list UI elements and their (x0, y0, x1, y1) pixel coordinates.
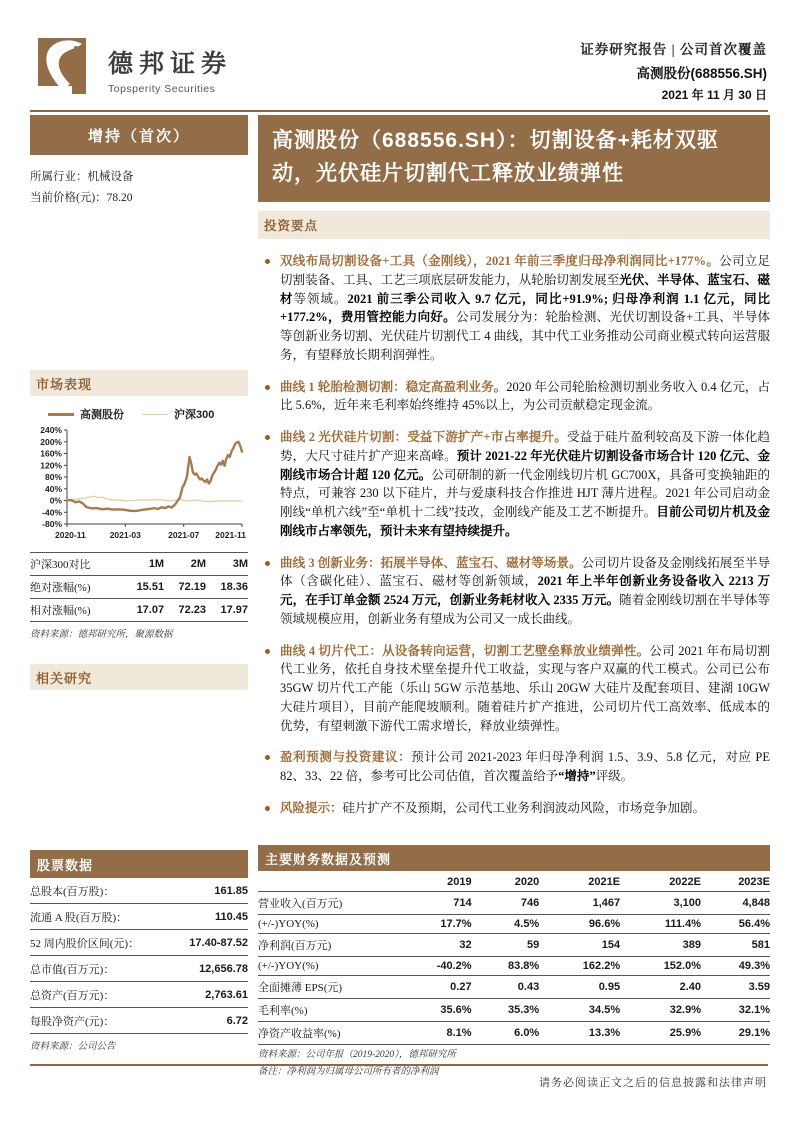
cell: 营业收入(百万元) (258, 892, 396, 915)
cell: 8.1% (396, 1022, 472, 1045)
cell: 111.4% (620, 915, 701, 934)
cell: 全面摊薄 EPS(元) (258, 976, 396, 999)
bullet-item (258, 428, 770, 541)
cell: 0.95 (539, 976, 620, 999)
cell: 746 (472, 892, 540, 915)
bullet-text: 曲线 3 创新业务：拓展半导体、蓝宝石、磁材等场景。公司切片设备及金刚线拓展至半导体（含碳化硅）、蓝宝石、磁材等创新领域，2021 年上半年创新业务设备收入 2213 万元，在手订单金额 2524 万元，创新业务耗材收入 2335 万元。随着金刚线切割在半导体等领域规模应用，创新业务有望成为公司又一成长曲线。 (280, 555, 770, 626)
brand (38, 38, 232, 104)
cell: 13.3% (539, 1022, 620, 1045)
stock-meta (30, 167, 248, 208)
column-header: 2M (164, 553, 206, 576)
cell: 净资产收益率(%) (258, 1022, 396, 1045)
cell: 49.3% (701, 957, 770, 976)
cell: 绝对涨幅(%) (30, 576, 122, 599)
bullet-dot-icon (265, 561, 270, 566)
cell: 34.5% (539, 999, 620, 1022)
brand-name-en: Topsperity Securities (108, 83, 216, 95)
brand-name-cn: 德邦证券 (108, 50, 233, 78)
bullet-text: 曲线 1 轮胎检测切割：稳定高盈利业务。2020 年公司轮胎检测切割业务收入 0.4 亿元，占比 5.6%，近年来毛利率始终维持 45%以上，为公司贡献稳定现金流。 (280, 379, 770, 413)
market-performance-section (30, 370, 248, 690)
stock-data-table (30, 878, 248, 1034)
cell: 6.0% (472, 1022, 540, 1045)
column-header: 2021E (539, 873, 620, 892)
header-divider (30, 110, 768, 112)
bullet-text: 盈利预测与投资建议：预计公司 2021-2023 年归母净利润 1.5、3.9、5.8 亿元，对应 PE 82、33、22 倍，参考可比公司估值，首次覆盖给予“增持”评级。 (280, 750, 770, 784)
bullet-item (258, 642, 770, 736)
bullet-text: 双线布局切割设备+工具（金刚线），2021 年前三季度归母净利润同比+177%。公司立足切割装备、工具、工艺三项底层研发能力，从轮胎切割发展至光伏、半导体、蓝宝石、磁材等领域。2021 前三季公司收入 9.7 亿元，同比+91.9%; 归母净利润 1.1 亿元，同比+177.2%，费用管控能力向好。公司发展分为：轮胎检测、光伏切割设备+工具、半导体等创新业务切割、光伏硅片切割代工 4 曲线，其中代工业务推动公司商业模式转向运营服务，有望释放长期利润弹性。 (280, 254, 770, 362)
cell: 17.97 (206, 599, 248, 622)
table-row (258, 934, 770, 957)
cell: 25.9% (620, 1022, 701, 1045)
svg-text:0%: 0% (49, 495, 62, 506)
cell-value: 17.40-87.52 (172, 930, 248, 956)
cell: 净利润(百万元) (258, 934, 396, 957)
cell: 154 (539, 934, 620, 957)
current-price-label: 当前价格(元)：78.20 (30, 191, 133, 204)
cell: 2.40 (620, 976, 701, 999)
table-row (30, 956, 248, 982)
report-date: 2021 年 11 月 30 日 (661, 88, 767, 102)
column-header: 2019 (396, 873, 472, 892)
cell: 72.23 (164, 599, 206, 622)
bullet-text: 曲线 2 光伏硅片切割：受益下游扩产+市占率提升。受益于硅片盈利较高及下游一体化趋势，大尺寸硅片扩产迎来高峰。预计 2021-22 年光伏硅片切割设备市场合计 120 亿元、金刚线市场合计超 120 亿元。公司研制的新一代金刚线切片机 GC700X，具备可变换轴距的特点，可兼容 230 以下硅片，并与爱康科技合作推进 HJT 薄片进程。2021 年公司启动金刚线“单机六线”至“单机十二线”技改，金刚线产能及工艺不断提升。目前公司切片机及金刚线市占率领先，预计未来有望持续提升。 (280, 430, 770, 538)
cell-label: 总资产(百万元)： (30, 982, 172, 1008)
cell: 3.59 (701, 976, 770, 999)
table-row (258, 957, 770, 976)
legend-label: 高测股份 (80, 409, 124, 422)
cell: 96.6% (539, 915, 620, 934)
bullet-dot-icon (265, 435, 270, 440)
cell: 714 (396, 892, 472, 915)
cell: 3,100 (620, 892, 701, 915)
cell: 56.4% (701, 915, 770, 934)
cell: 相对涨幅(%) (30, 599, 122, 622)
cell: 581 (701, 934, 770, 957)
svg-text:-80%: -80% (42, 519, 62, 530)
cell: -40.2% (396, 957, 472, 976)
svg-text:120%: 120% (40, 460, 62, 471)
column-header: 2022E (620, 873, 701, 892)
cell-label: 总市值(百万元)： (30, 956, 172, 982)
column-header (258, 873, 396, 892)
table-row (30, 553, 248, 576)
cell-value: 12,656.78 (172, 956, 248, 982)
table-row (258, 892, 770, 915)
svg-text:200%: 200% (40, 437, 62, 448)
cell: 389 (620, 934, 701, 957)
cell: (+/-)YOY(%) (258, 915, 396, 934)
bullet-item (258, 252, 770, 365)
cell-label: 流通 A 股(百万股)： (30, 904, 172, 930)
industry-label: 所属行业：机械设备 (30, 171, 134, 183)
svg-text:40%: 40% (44, 484, 62, 495)
column-header: 沪深300对比 (30, 553, 122, 576)
legend-item (142, 406, 214, 422)
cell: 32 (396, 934, 472, 957)
legend-swatch (142, 414, 168, 415)
table-row (30, 878, 248, 904)
cell: (+/-)YOY(%) (258, 957, 396, 976)
table-row (30, 982, 248, 1008)
cell: 29.1% (701, 1022, 770, 1045)
column-header: 2020 (472, 873, 540, 892)
cell: 17.7% (396, 915, 472, 934)
table-row (30, 1008, 248, 1034)
cell: 0.43 (472, 976, 540, 999)
bullet-dot-icon (265, 755, 270, 760)
financial-table (258, 873, 770, 1045)
investment-bullets (258, 252, 770, 818)
cell-value: 110.45 (172, 904, 248, 930)
report-type: 证券研究报告 | 公司首次覆盖 (580, 42, 767, 57)
bullet-item (258, 378, 770, 416)
section-title-financials: 主要财务数据及预测 (258, 845, 770, 871)
cell: 162.2% (539, 957, 620, 976)
cell: 83.8% (472, 957, 540, 976)
cell: 35.3% (472, 999, 540, 1022)
rating-badge: 增持（首次） (30, 115, 248, 155)
cell: 18.36 (206, 576, 248, 599)
cell: 4.5% (472, 915, 540, 934)
cell: 35.6% (396, 999, 472, 1022)
report-title: 高测股份（688556.SH）：切割设备+耗材双驱动，光伏硅片切割代工释放业绩弹性 (258, 115, 770, 202)
svg-text:2021-11: 2021-11 (215, 530, 246, 541)
table-row (258, 873, 770, 892)
cell-label: 每股净资产(元)： (30, 1008, 172, 1034)
cell: 59 (472, 934, 540, 957)
svg-text:-40%: -40% (42, 507, 62, 518)
cell: 17.07 (122, 599, 164, 622)
cell-value: 6.72 (172, 1008, 248, 1034)
sidebar (30, 115, 248, 1052)
bullet-text: 风险提示：硅片扩产不及预期，公司代工业务利润波动风险，市场竞争加剧。 (280, 800, 706, 815)
table-row (258, 999, 770, 1022)
cell-value: 161.85 (172, 878, 248, 904)
report-meta (580, 38, 767, 104)
legend-item (48, 406, 124, 422)
section-title-investment: 投资要点 (258, 211, 770, 239)
cell: 72.19 (164, 576, 206, 599)
bullet-dot-icon (265, 649, 270, 654)
table-row (30, 930, 248, 956)
svg-text:240%: 240% (40, 425, 62, 436)
chart-legend (48, 406, 248, 422)
footer-divider (30, 1064, 768, 1066)
table-row (30, 599, 248, 622)
bullet-dot-icon (265, 385, 270, 390)
brand-text (108, 38, 232, 95)
cell: 15.51 (122, 576, 164, 599)
market-compare-table (30, 552, 248, 622)
cell: 4,848 (701, 892, 770, 915)
table-row (258, 1022, 770, 1045)
cell: 1,467 (539, 892, 620, 915)
stock-table-source: 资料来源：公司公告 (30, 1042, 116, 1053)
legend-swatch (48, 413, 74, 416)
section-title-related: 相关研究 (30, 664, 248, 690)
bullet-item (258, 748, 770, 786)
bullet-item (258, 799, 770, 818)
cell: 32.1% (701, 999, 770, 1022)
financial-table-source: 资料来源：公司年报（2019-2020），德邦研究所 (258, 1050, 456, 1060)
report-stock: 高测股份(688556.SH) (636, 66, 767, 81)
bullet-dot-icon (265, 806, 270, 811)
financial-table-note: 备注：净利润为归属母公司所有者的净利润 (258, 1067, 439, 1078)
column-header: 2023E (701, 873, 770, 892)
financial-section (258, 845, 770, 1080)
leopard-logo-icon (38, 38, 94, 99)
svg-text:80%: 80% (44, 472, 62, 483)
main-content (258, 115, 770, 831)
performance-chart (30, 424, 248, 546)
legend-label: 沪深300 (174, 409, 215, 422)
column-header: 1M (122, 553, 164, 576)
market-table-source: 资料来源：德邦研究所，聚源数据 (30, 630, 173, 641)
section-title-stock-data: 股票数据 (30, 850, 248, 878)
svg-text:160%: 160% (40, 448, 62, 459)
svg-text:2021-03: 2021-03 (109, 530, 141, 541)
bullet-dot-icon (265, 259, 270, 264)
table-row (258, 976, 770, 999)
section-title-market: 市场表现 (30, 370, 248, 396)
page-header (38, 38, 767, 104)
bullet-text: 曲线 4 切片代工：从设备转向运营，切割工艺壁垒释放业绩弹性。公司 2021 年布局切割代工业务，依托自身技术壁垒提升代工收益，实现与客户双赢的代工模式。公司已公布 35GW 切片代工产能（乐山 5GW 示范基地、乐山 20GW 大硅片及配套项目、建湖 10GW 大硅片项目），目前产能爬坡顺利。随着硅片扩产推进，公司切片代工高效率、低成本的优势，有望刺激下游代工需求增长，释放业绩弹性。 (280, 643, 770, 733)
footer-disclaimer: 请务必阅读正文之后的信息披露和法律声明 (539, 1077, 767, 1089)
cell: 32.9% (620, 999, 701, 1022)
cell: 152.0% (620, 957, 701, 976)
column-header: 3M (206, 553, 248, 576)
bullet-item (258, 554, 770, 629)
cell: 毛利率(%) (258, 999, 396, 1022)
table-row (30, 576, 248, 599)
cell-value: 2,763.61 (172, 982, 248, 1008)
svg-text:2021-07: 2021-07 (168, 530, 200, 541)
cell: 0.27 (396, 976, 472, 999)
table-row (30, 904, 248, 930)
cell-label: 52 周内股价区间(元)： (30, 930, 172, 956)
svg-text:2020-11: 2020-11 (55, 530, 86, 541)
table-row (258, 915, 770, 934)
cell-label: 总股本(百万股)： (30, 878, 172, 904)
